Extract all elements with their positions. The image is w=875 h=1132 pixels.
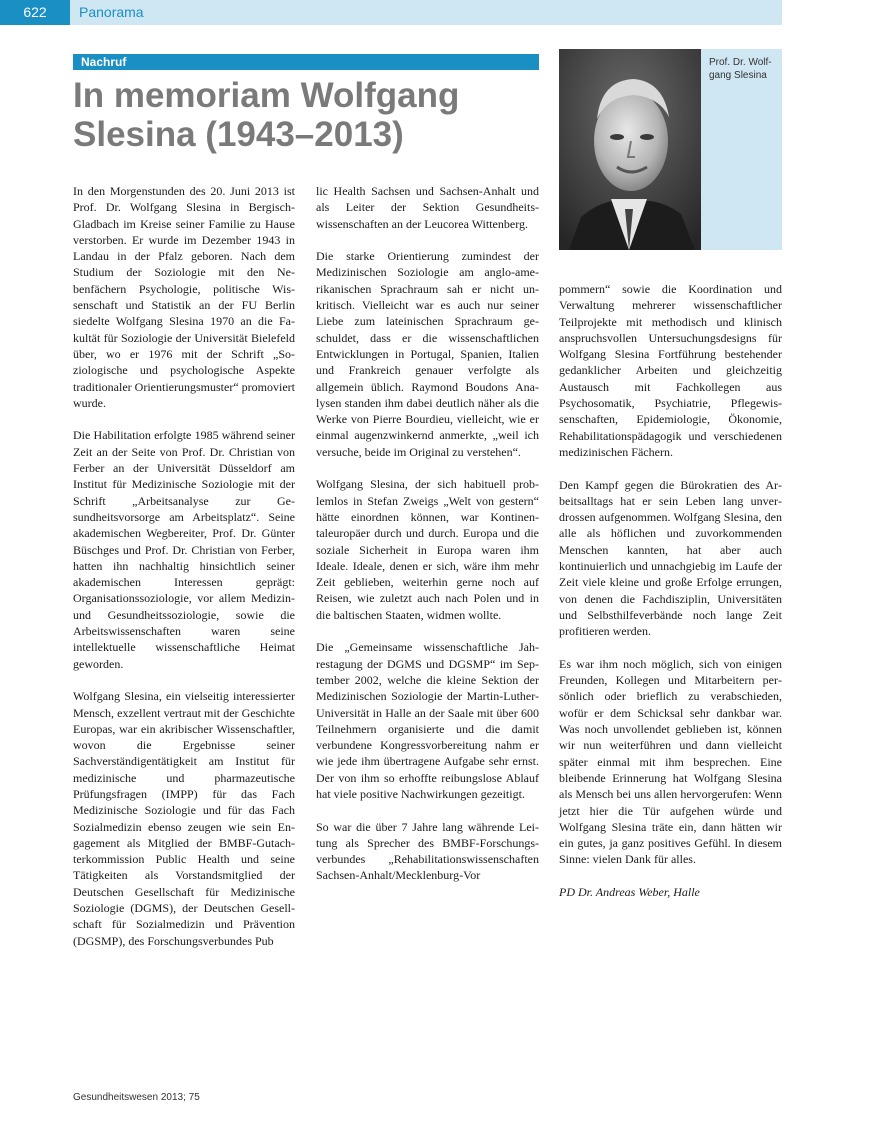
paragraph: Wolfgang Slesina, ein vielseitig interessierter Mensch, exzellent vertraut mit der Geschichte Europas, war ein akribischer Wissenschaftler, wovon die Ergebnisse seiner Sachverständigentätigkeit am Institut für medizinische und pharmazeutische Prüfungsfragen (IMPP) für das Fach Medizinische Soziologie und für das Fach Sozialmedizin ebenso zeugen wie sein Engagement als Mitglied der BMBF-Gutachterkommission Public Health und seine Tätigkeiten als Vorstandsmitglied der Deutschen Gesellschaft für Medizinische Soziologie (DGMS), der Deutschen Gesellschaft für Sozialmedizin und Prävention (DGSMP), des Forschungsverbundes Pub	[73, 689, 295, 948]
text-column-3	[559, 281, 782, 917]
paragraph: Die „Gemeinsame wissenschaftliche Jahrestagung der DGMS und DGSMP“ im September 2002, welche die kleine Sektion der Medizinischen Soziologie der Martin-Luther-Universität in Halle an der Saale mit über 600 Teilnehmern organisierte und die damit verbundene Kongressvorbereitung nahm er wie jede ihm übertragene Aufgabe sehr ernst. Der von ihm so erhoffte reibungslose Ablauf hat viele positive Nachwirkungen gezeitigt.	[316, 640, 539, 801]
portrait-panel	[559, 49, 782, 250]
photo-caption: Prof. Dr. Wolfgang Slesina	[709, 57, 772, 81]
journal-citation: Gesundheitswesen 2013; 75	[73, 1092, 200, 1103]
portrait-illustration	[559, 49, 701, 250]
paragraph: lic Health Sachsen und Sachsen-Anhalt und als Leiter der Sektion Gesundheitswissenschaften an der Leucorea Wittenberg.	[316, 184, 539, 231]
author-signature: PD Dr. Andreas Weber, Halle	[559, 884, 700, 899]
category-label: Nachruf	[81, 55, 127, 69]
text-column-2	[316, 183, 539, 900]
paragraph: Es war ihm noch möglich, sich von einigen Freunden, Kollegen und Mitarbeitern persönlich oder brieflich zu verabschieden, wofür er dem Schicksal sehr dankbar war. Was noch unvollendet geblieben ist, können wir nun weiterführen und dann vielleicht später einmal mit ihm besprechen. Eine bleibende Erinnerung hat Wolfgang Slesina als Mensch bei uns allen hervorgerufen: Wenn jetzt hier die Tür aufgehen würde und Wolfgang Slesina träte ein, dann hätten wir ein gutes, ja ganz positives Gefühl. In diesem Sinne: vielen Dank für alles.	[559, 656, 782, 867]
paragraph: Wolfgang Slesina, der sich habituell problemlos in Stefan Zweigs „Welt von gestern“ hätte einordnen können, war Kontinentaleuropäer durch und durch. Europa und die soziale Sicherheit in Europa waren ihm Ideale. Ideale, denen er sich, wäre ihm mehr Zeit geblieben, weiterhin gerne noch auf Reisen, wie zuletzt auch nach Polen und in die baltischen Staaten, widmen wollte.	[316, 477, 539, 622]
section-label: Panorama	[79, 4, 144, 20]
header-bar	[0, 0, 782, 25]
paragraph: Die Habilitation erfolgte 1985 während seiner Zeit an der Seite von Prof. Dr. Christian von Ferber an der Universität Düsseldorf am Institut für Medizinische Soziologie mit der Schrift „Arbeitsanalyse zur Gesundheitsvorsorge am Arbeitsplatz“. Seine akademischen Wegbereiter, Prof. Dr. Günter Büschges und Prof. Dr. Christian von Ferber, hatten ihn nachhaltig hinsichtlich seiner akademischen Interessen geprägt: Organisationssoziologie, vor allem Medizin- und Gesundheitssoziologie, sowie die Arbeitswissenschaften waren seine intellektuelle wissenschaftliche Heimat geworden.	[73, 428, 295, 671]
page-number: 622	[0, 0, 70, 25]
text-column-1	[73, 183, 295, 965]
category-bar	[73, 54, 539, 70]
paragraph: In den Morgenstunden des 20. Juni 2013 ist Prof. Dr. Wolfgang Slesina in Bergisch-Gladbach im Kreise seiner Familie zu Hause verstorben. Er wurde im Dezember 1943 in Landau in der Pfalz geboren. Nach dem Studium der Soziologie mit den Nebenfächern Psychologie, politische Wissenschaft und Statistik an der FU Berlin siedelte Wolfgang Slesina 1970 an die Fakultät für Soziologie der Universität Bielefeld über, wo er 1976 mit der Schrift „Soziologische und psychologische Aspekte traditionaler Orientierungsmuster“ promoviert wurde.	[73, 184, 295, 410]
paragraph: Die starke Orientierung zumindest der Medizinischen Soziologie am anglo-amerikanischen Sprachraum sah er nicht unkritisch. Vielleicht war es auch nur seiner Liebe zum lateinischen Sprachraum geschuldet, dass er die wissenschaftlichen Entwicklungen in Portugal, Spanien, Italien und Frankreich genauer verfolgte als allgemein üblich. Raymond Boudons Analysen standen ihm dabei deutlich näher als die Werke von Pierre Bourdieu, vielleicht, wie er einmal augenzwinkernd anmerkte, „weil ich versuche, beide im Original zu verstehen“.	[316, 249, 539, 459]
portrait-photo	[559, 49, 701, 250]
paragraph: Den Kampf gegen die Bürokratien des Arbeitsalltags hat er sein Leben lang unverdrossen aufgenommen. Wolfgang Slesina, den alle als höflichen und zuvorkommenden Menschen kannten, hat aber auch kontinuierlich und unnachgiebig im Laufe der Zeit viele kleine und große Erfolge errungen, von denen die Fachdisziplin, Universitäten und Selbsthilfeverbände noch lange Zeit profitieren werden.	[559, 477, 782, 639]
article-title: In memoriam Wolfgang Slesina (1943–2013)	[73, 76, 460, 154]
paragraph: So war die über 7 Jahre lang währende Leitung als Sprecher des BMBF-Forschungsverbundes „Rehabilitationswissenschaften Sachsen-Anhalt/Mecklenburg-Vor	[316, 819, 539, 883]
paragraph: pommern“ sowie die Koordination und Verwaltung mehrerer wissenschaftlicher Teilprojekte mit methodisch und klinisch anspruchsvollen Untersuchungsdesigns für Wolfgang Slesina Fortführung bestehender gedanklicher Arbeiten und gleichzeitig Austausch mit Fachkollegen aus Psychosomatik, Psychiatrie, Pflegewissenschaften, Epidemiologie, Ökonomie, Rehabilitationspädagogik und verschiedenen medizinischen Fächern.	[559, 282, 782, 459]
